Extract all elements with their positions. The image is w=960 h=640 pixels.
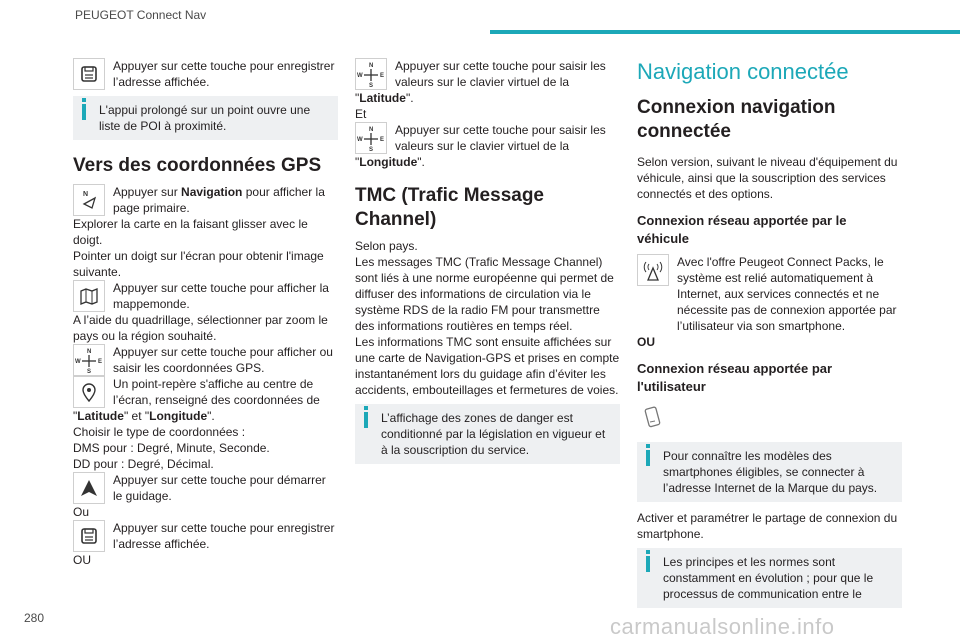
svg-text:S: S (369, 147, 374, 153)
lat-lon-line (73, 408, 338, 424)
svg-text:S: S (87, 369, 92, 375)
svg-text:W: W (357, 137, 363, 143)
world-map-text: Appuyer sur cette touche pour afficher la mappemonde. (113, 281, 329, 311)
note-danger-zones-text: L’affichage des zones de danger est conditionné par la législation en vigueur et à la souscription du service. (381, 411, 606, 457)
start-guidance-text: Appuyer sur cette touche pour démarrer le guidage. (113, 473, 326, 503)
column-2 (355, 58, 620, 472)
quote-close: ". (207, 409, 215, 423)
world-map-row (73, 280, 338, 312)
gps-coords-text: Appuyer sur cette touche pour afficher ou saisir les coordonnées GPS. (113, 345, 333, 375)
compass-icon (73, 344, 105, 376)
column-1 (73, 58, 338, 568)
header-accent-bar (490, 30, 960, 34)
header-title: PEUGEOT Connect Nav (75, 8, 207, 22)
dms-text: DMS pour : Degré, Minute, Seconde. (73, 441, 270, 455)
info-icon (646, 556, 650, 572)
compass-icon (355, 58, 387, 90)
pin-row (73, 376, 338, 408)
grid-text: A l’aide du quadrillage, sélectionner par zoom le pays ou la région souhaité. (73, 313, 328, 343)
subsection-title: Connexion navigation connectée (637, 97, 836, 142)
latitude-line (355, 90, 620, 106)
save-text-2: Appuyer sur cette touche pour enregistrer l’adresse affichée. (113, 521, 335, 551)
svg-text:E: E (98, 359, 103, 365)
column-3 (637, 58, 902, 616)
tmc-body-2: Les messages TMC (Trafic Message Channel) sont liés à une norme européenne qui permet de diffuser des informations de circulation via le système RDS de la radio FM pour transmettre des informations routières en temps réel. (355, 255, 614, 333)
choose-text: Choisir le type de coordonnées : (73, 425, 246, 439)
pin-text: Un point-repère s'affiche au centre de l’écran, renseigné des coordonnées de (113, 377, 320, 407)
quote-open: " (355, 91, 360, 105)
navigation-text-post: pour afficher la page primaire. (113, 185, 325, 215)
navigation-text-pre: Appuyer sur (113, 185, 182, 199)
smartphone-row (637, 402, 902, 436)
latitude-bold: Latitude (77, 409, 124, 423)
page-number: 280 (24, 611, 45, 625)
svg-text:N: N (369, 63, 374, 69)
navigation-row (73, 184, 338, 216)
et-text: Et (355, 107, 367, 121)
svg-text:N: N (87, 349, 92, 355)
navigation-text (73, 184, 338, 216)
start-guidance-row (73, 472, 338, 504)
latitude-row (355, 58, 620, 90)
heading-user-connection: Connexion réseau apportée par l'utilisateur (637, 361, 833, 394)
navigation-arrow-icon (73, 184, 105, 216)
save-row (73, 58, 338, 90)
save-icon (73, 520, 105, 552)
note-poi-text: L'appui prolongé sur un point ouvre une liste de POI à proximité. (99, 103, 311, 133)
latitude-bold: Latitude (359, 91, 406, 105)
location-pin-icon (73, 376, 105, 408)
dd-text: DD pour : Degré, Décimal. (73, 457, 214, 471)
quote-open: " (355, 155, 360, 169)
note-standards-text: Les principes et les normes sont constamment en évolution ; pour que le processus de communication entre le (663, 555, 874, 601)
note-smartphones (637, 442, 902, 502)
info-icon (82, 104, 86, 120)
longitude-bold: Longitude (149, 409, 208, 423)
intro-text: Selon version, suivant le niveau d'équipement du véhicule, ainsi que la souscription des services connectés et des options. (637, 155, 898, 201)
antenna-signal-icon (637, 254, 669, 286)
svg-text:N: N (83, 191, 89, 198)
explore-text: Explorer la carte en la faisant glisser avec le doigt. (73, 217, 308, 247)
save-row-2 (73, 520, 338, 552)
heading-vehicle-connection: Connexion réseau apportée par le véhicule (637, 213, 847, 246)
quote-open: " (73, 409, 78, 423)
longitude-bold: Longitude (359, 155, 418, 169)
compass-icon (355, 122, 387, 154)
ou-text: Ou (73, 505, 90, 519)
ou-text: OU (637, 335, 655, 349)
note-smartphones-text: Pour connaître les modèles des smartphones éligibles, se connecter à l’adresse Internet de la Marque du pays. (663, 449, 878, 495)
quote-close: ". (405, 91, 414, 105)
svg-text:N: N (369, 127, 374, 133)
longitude-text: Appuyer sur cette touche pour saisir les valeurs sur le clavier virtuel de la (395, 123, 606, 153)
navigation-bold: Navigation (181, 185, 243, 199)
tmc-body-1: Selon pays. (355, 239, 418, 253)
heading-gps: Vers des coordonnées GPS (73, 155, 322, 176)
latitude-text: Appuyer sur cette touche pour saisir les valeurs sur le clavier virtuel de la (395, 59, 606, 89)
longitude-row (355, 122, 620, 154)
save-text: Appuyer sur cette touche pour enregistrer l’adresse affichée. (113, 59, 335, 89)
info-icon (646, 450, 650, 466)
world-map-icon (73, 280, 105, 312)
svg-text:W: W (357, 73, 363, 79)
quote-middle: " et " (123, 409, 150, 423)
heading-tmc: TMC (Trafic Message Channel) (355, 185, 544, 230)
note-poi (73, 96, 338, 140)
watermark: carmanualsonline.info (610, 614, 835, 639)
svg-text:S: S (369, 83, 374, 89)
activate-text: Activer et paramétrer le partage de connexion du smartphone. (637, 511, 898, 541)
smartphone-icon (637, 402, 669, 434)
svg-text:E: E (380, 137, 385, 143)
vehicle-connection-text: Avec l'offre Peugeot Connect Packs, le système est relié automatiquement à Internet, aux services connectés et ne nécessite pas de connexion apportée par l’utilisateur via son smartphone. (677, 255, 897, 333)
save-icon (73, 58, 105, 90)
quote-close: ". (417, 155, 425, 169)
svg-text:W: W (75, 359, 81, 365)
note-standards (637, 548, 902, 608)
section-title: Navigation connectée (637, 59, 849, 84)
ou-text-2: OU (73, 553, 91, 567)
point-text: Pointer un doigt sur l'écran pour obtenir l'image suivante. (73, 249, 324, 279)
info-icon (364, 412, 368, 428)
longitude-line (355, 154, 620, 170)
start-guidance-icon (73, 472, 105, 504)
vehicle-connection-row (637, 254, 902, 334)
svg-text:E: E (380, 73, 385, 79)
tmc-body-3: Les informations TMC sont ensuite affichées sur une carte de Navigation-GPS et prises en compte instantanément lors du guidage afin d’éviter les accidents, embouteillages et fermetures de voies. (355, 335, 620, 397)
gps-coords-row (73, 344, 338, 376)
note-danger-zones (355, 404, 620, 464)
